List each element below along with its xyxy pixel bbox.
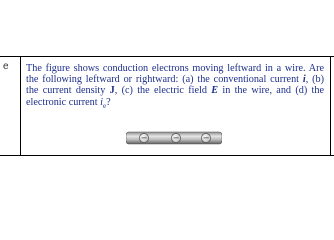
current-symbol: i bbox=[302, 74, 306, 86]
electron-1 bbox=[139, 133, 148, 142]
question-part-3: , (c) the electric field bbox=[114, 85, 212, 97]
electron-2 bbox=[171, 133, 180, 142]
electron-3-label: − bbox=[202, 133, 210, 143]
question-part-4: in the wire, and (d) the electronic current bbox=[26, 85, 324, 108]
table-right-border bbox=[330, 56, 331, 156]
current-density-symbol: J bbox=[109, 85, 115, 97]
electronic-current-symbol: i bbox=[100, 96, 103, 108]
electron-2-label: − bbox=[172, 133, 180, 143]
question-part-1: The figure shows conduction electrons moving leftward in a wire. Are the following leftward or rightward: (a) the conventional current bbox=[26, 63, 324, 86]
electron-1-label: − bbox=[140, 133, 148, 143]
question-part-2: , (b) the current density bbox=[26, 74, 324, 97]
electric-field-symbol: E bbox=[211, 85, 219, 97]
electronic-current-subscript: e bbox=[102, 101, 107, 110]
table-top-border bbox=[0, 56, 334, 57]
question-part-5: ? bbox=[106, 96, 111, 108]
question-text bbox=[26, 63, 324, 112]
table-bottom-border bbox=[0, 155, 334, 156]
wire-figure bbox=[126, 131, 222, 145]
electron-3 bbox=[201, 133, 210, 142]
table-column-divider bbox=[20, 56, 21, 156]
left-column-mark: e bbox=[3, 61, 9, 72]
